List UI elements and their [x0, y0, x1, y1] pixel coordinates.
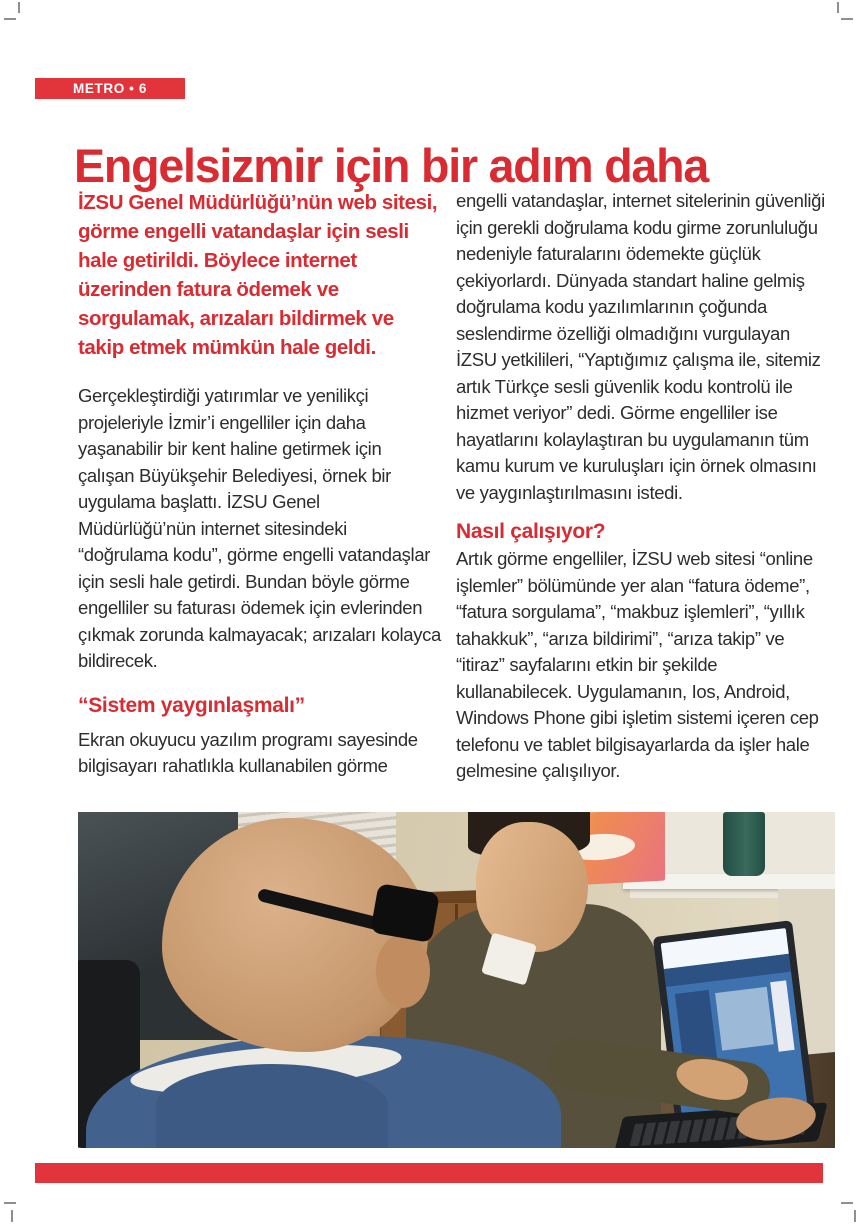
article-photo	[78, 812, 835, 1148]
right-paragraph-1: engelli vatandaşlar, internet sitelerinin güvenliği için gerekli doğrulama kodu girme zorunluluğu nedeniyle faturalarını ödemekte güçlük çekiyorlardı. Dünyada standart haline gelmiş doğrulama kodu yazılımlarının çoğunda seslendirme özelliği olmadığını vurgulayan İZSU yetkilileri, “Yaptığımız çalışma ile, sitemiz artık Türkçe sesli güvenlik kodu kontrolü ile hizmet veriyor” dedi. Görme engelliler ise hayatlarını kolaylaştıran bu uygulamanın tüm kamu kurum ve kuruluşları için örnek olmasını ve yaygınlaştırılmasını istedi.	[456, 190, 825, 503]
photo-man1-ear	[376, 934, 430, 1008]
crop-mark-top-left-v	[18, 2, 20, 13]
subhead-nasil-calisiyor: Nasıl çalışıyor?	[456, 520, 606, 543]
lead-paragraph: İZSU Genel Müdürlüğü’nün web sitesi, görme engelli vatandaşlar için sesli hale getirildi. Böylece internet üzerinden fatura ödemek ve sorgulamak, arızaları bildirmek ve takip etmek mümkün hale geldi.	[78, 191, 438, 359]
photo-webpage-panel	[770, 980, 794, 1051]
photo-webpage-image	[715, 987, 774, 1051]
footer-rule-bar	[35, 1163, 823, 1183]
photo-plant-pot	[723, 812, 765, 876]
crop-mark-bottom-right-v	[854, 1210, 856, 1222]
page-kicker-label: METRO • 6	[73, 81, 147, 96]
crop-mark-bottom-right-h	[841, 1202, 853, 1204]
photo-man1-sweater-vneck	[156, 1064, 388, 1148]
article-body	[78, 188, 835, 785]
crop-mark-top-left-h	[4, 18, 16, 20]
photo-sunglasses-lens	[370, 883, 440, 943]
left-paragraph-1: Gerçekleştirdiği yatırımlar ve yenilikçi projeleriyle İzmir’i engelliler için daha yaşanabilir bir kent haline getirmek için çalışan Büyükşehir Belediyesi, örnek bir uygulama başlattı. İZSU Genel Müdürlüğü’nün internet sitesindeki “doğrulama kodu”, görme engelli vatandaşlar için sesli hale getirdi. Bundan böyle görme engelliler su faturası ödemek için evlerinden çıkmak zorunda kalmayacak; arızaları kolayca bildirecek.	[78, 385, 441, 671]
column-right	[456, 188, 835, 785]
right-paragraph-2: Artık görme engelliler, İZSU web sitesi “online işlemler” bölümünde yer alan “fatura ödeme”, “fatura sorgulama”, “makbuz işlemleri”, “yıllık tahakkuk”, “arıza bildirimi”, “arıza takip” ve “itiraz” sayfalarını etkin bir şekilde kullanabilecek. Uygulamanın, Ios, Android, Windows Phone gibi işletim sistemi içeren cep telefonu ve tablet bilgisayarlarda da işler hale gelmesine çalışılıyor.	[456, 548, 819, 781]
subhead-sistem-yayginlasmali: “Sistem yaygınlaşmalı”	[78, 693, 305, 717]
page-title: Engelsizmir için bir adım daha	[74, 139, 709, 193]
crop-mark-bottom-left-h	[4, 1202, 16, 1204]
column-left	[78, 188, 441, 785]
crop-mark-top-right-v	[837, 2, 839, 13]
left-paragraph-2: Ekran okuyucu yazılım programı sayesinde bilgisayarı rahatlıkla kullanabilen görme	[78, 728, 418, 776]
page-kicker-bar	[35, 78, 185, 99]
photo-man2-face	[476, 822, 588, 952]
crop-mark-bottom-left-v	[11, 1210, 13, 1222]
crop-mark-top-right-h	[841, 18, 853, 20]
